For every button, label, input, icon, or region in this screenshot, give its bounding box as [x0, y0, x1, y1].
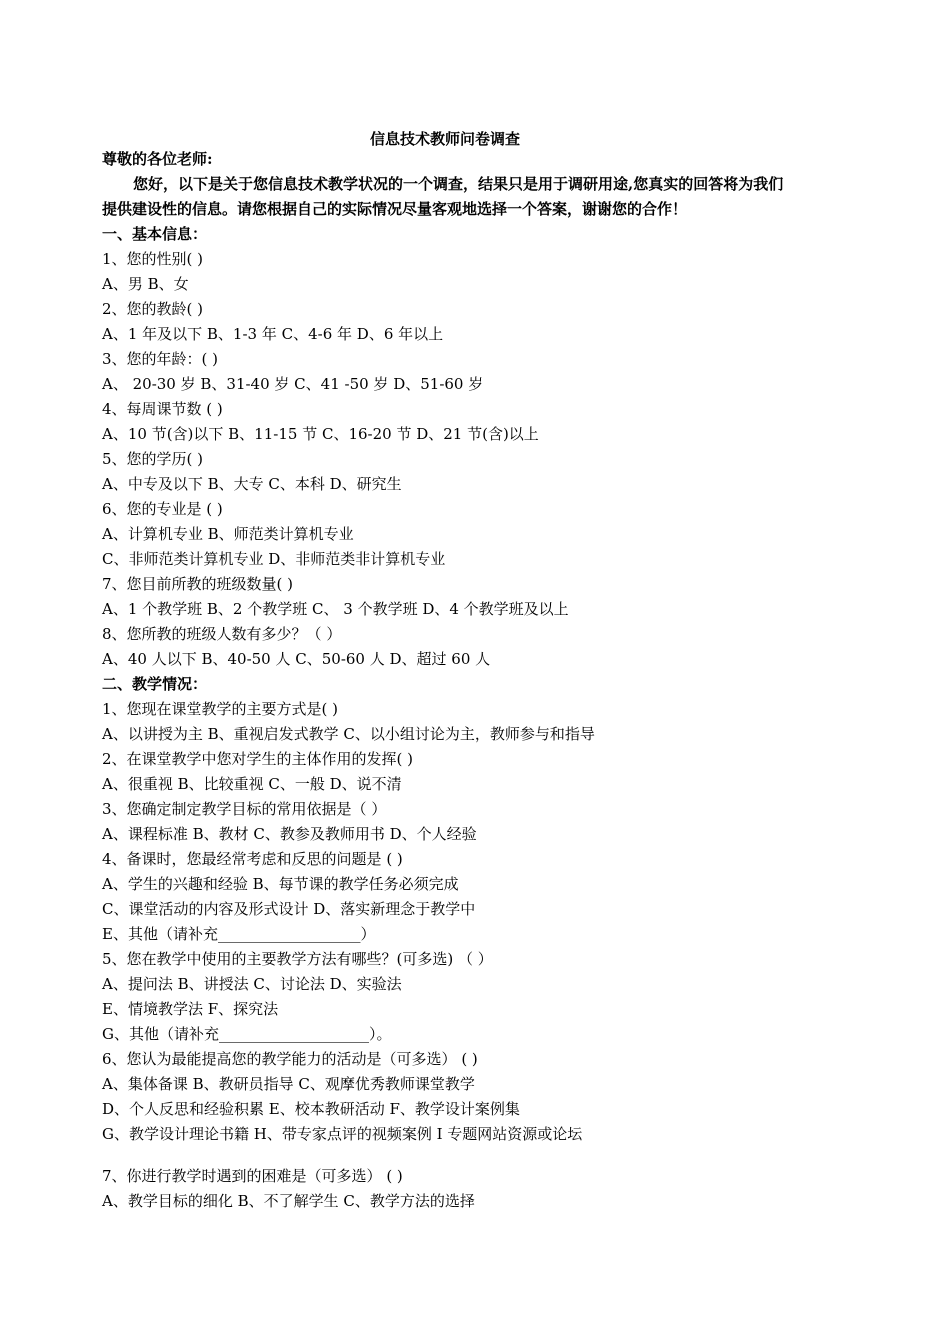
- question-student-role: 2、在课堂教学中您对学生的主体作用的发挥( ): [102, 750, 414, 768]
- options-teaching-methods-2: E、情境教学法 F、探究法: [102, 1000, 279, 1018]
- options-weekly-classes: A、10 节(含)以下 B、11-15 节 C、16-20 节 D、21 节(含)以上: [102, 425, 539, 443]
- question-goal-basis: 3、您确定制定教学目标的常用依据是（ ）: [102, 800, 387, 818]
- section-heading-teaching: 二、教学情况：: [102, 675, 208, 693]
- options-education: A、中专及以下 B、大专 C、本科 D、研究生: [102, 475, 402, 493]
- question-gender: 1、您的性别( ): [102, 250, 204, 268]
- paragraph-gap: [102, 1147, 862, 1164]
- options-teaching-mode: A、以讲授为主 B、重视启发式教学 C、以小组讨论为主，教师参与和指导: [102, 725, 595, 743]
- question-weekly-classes: 4、每周课节数 ( ): [102, 400, 223, 418]
- question-age: 3、您的年龄：( ): [102, 350, 219, 368]
- question-lesson-prep: 4、备课时，您最经常考虑和反思的问题是 ( ): [102, 850, 403, 868]
- options-ability-activities-2: D、个人反思和经验积累 E、校本教研活动 F、教学设计案例集: [102, 1100, 520, 1118]
- greeting: 尊敬的各位老师:: [102, 150, 213, 168]
- options-lesson-prep-2: C、课堂活动的内容及形式设计 D、落实新理念于教学中: [102, 900, 476, 918]
- options-lesson-prep-3: E、其他（请补充___________________）: [102, 925, 376, 943]
- options-major-1: A、计算机专业 B、师范类计算机专业: [102, 525, 354, 543]
- question-teaching-mode: 1、您现在课堂教学的主要方式是( ): [102, 700, 339, 718]
- options-age: A、 20-30 岁 B、31-40 岁 C、41 -50 岁 D、51-60 岁: [102, 375, 484, 393]
- options-class-size: A、40 人以下 B、40-50 人 C、50-60 人 D、超过 60 人: [102, 650, 491, 668]
- section-heading-basic-info: 一、基本信息：: [102, 225, 208, 243]
- options-ability-activities-1: A、集体备课 B、教研员指导 C、观摩优秀教师课堂教学: [102, 1075, 475, 1093]
- question-class-count: 7、您目前所教的班级数量( ): [102, 575, 294, 593]
- question-teaching-methods: 5、您在教学中使用的主要教学方法有哪些？(可多选) （ ）: [102, 950, 493, 968]
- question-teaching-years: 2、您的教龄( ): [102, 300, 204, 318]
- question-major: 6、您的专业是 ( ): [102, 500, 223, 518]
- options-teaching-methods-1: A、提问法 B、讲授法 C、讨论法 D、实验法: [102, 975, 402, 993]
- options-gender: A、男 B、女: [102, 275, 189, 293]
- question-class-size: 8、您所教的班级人数有多少？（ ）: [102, 625, 342, 643]
- options-ability-activities-3: G、教学设计理论书籍 H、带专家点评的视频案例 I 专题网站资源或论坛: [102, 1125, 583, 1143]
- question-ability-activities: 6、您认为最能提高您的教学能力的活动是（可多选） ( ): [102, 1050, 478, 1068]
- question-education: 5、您的学历( ): [102, 450, 204, 468]
- intro-line-2: 提供建设性的信息。请您根据自己的实际情况尽量客观地选择一个答案，谢谢您的合作！: [102, 200, 688, 218]
- options-teaching-methods-3: G、其他（请补充____________________）。: [102, 1025, 392, 1043]
- options-class-count: A、1 个教学班 B、2 个教学班 C、 3 个教学班 D、4 个教学班及以上: [102, 600, 569, 618]
- options-goal-basis: A、课程标准 B、教材 C、教参及教师用书 D、个人经验: [102, 825, 477, 843]
- page-title: 信息技术教师问卷调查: [369, 130, 520, 148]
- options-student-role: A、很重视 B、比较重视 C、一般 D、说不清: [102, 775, 402, 793]
- options-major-2: C、非师范类计算机专业 D、非师范类非计算机专业: [102, 550, 446, 568]
- question-difficulties: 7、你进行教学时遇到的困难是（可多选） ( ): [102, 1167, 403, 1185]
- options-difficulties: A、教学目标的细化 B、不了解学生 C、教学方法的选择: [102, 1192, 475, 1210]
- options-teaching-years: A、1 年及以下 B、1-3 年 C、4-6 年 D、6 年以上: [102, 325, 444, 343]
- questionnaire-body: [102, 147, 862, 1214]
- options-lesson-prep-1: A、学生的兴趣和经验 B、每节课的教学任务必须完成: [102, 875, 459, 893]
- intro-line-1: 您好，以下是关于您信息技术教学状况的一个调查，结果只是用于调研用途,您真实的回答将为我们: [133, 175, 784, 193]
